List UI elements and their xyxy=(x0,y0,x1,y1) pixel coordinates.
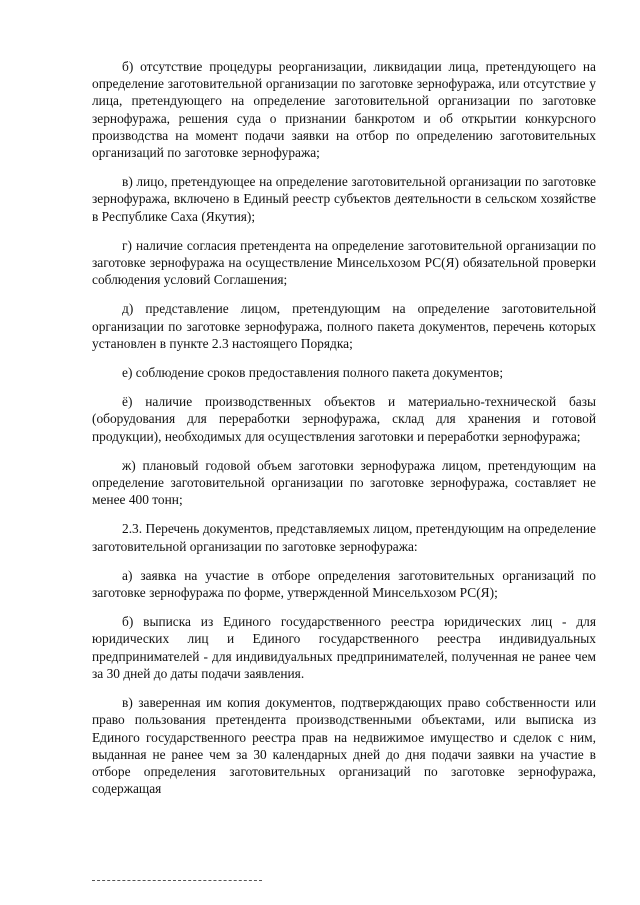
paragraph-b-registry-extract: б) выписка из Единого государственного реестра юридических лиц - для юридических лиц и Единого государственного реестра индивидуальных предпринимателей - для индивидуальных предпринимателей, полученная не ранее чем за 30 дней до даты подачи заявления. xyxy=(92,614,596,681)
paragraph-d-documents: д) представление лицом, претендующим на определение заготовительной организации по заготовке зернофуража, полного пакета документов, перечень которых установлен в пункте 2.3 настоящего Порядка; xyxy=(92,301,596,351)
paragraph-g-consent: г) наличие согласия претендента на определение заготовительной организации по заготовке зернофуража на осуществление Минсельхозом РС(Я) обязательной проверки соблюдения условий Соглашения; xyxy=(92,237,596,288)
paragraph-b-no-reorganization: б) отсутствие процедуры реорганизации, ликвидации лица, претендующего на определение заготовительной организации по заготовке зернофуража, или отсутствие у лица, претендующего на определение заготовительной организации по заготовке зернофуража, решения суда о признании банкротом и об открытии конкурсного производства на момент подачи заявки на отбор по определению заготовительных организаций по заготовке зернофуража; xyxy=(92,59,596,161)
paragraph-yo-facilities: ё) наличие производственных объектов и материально-технической базы (оборудования для переработки зернофуража, склад для хранения и готовой продукции), необходимых для осуществления заготовки и переработки зернофуража; xyxy=(92,394,596,444)
paragraph-v-property-documents: в) заверенная им копия документов, подтверждающих право собственности или право пользования претендента производственными объектами, или выписка из Единого государственного реестра прав на недвижимое имущество и сделок с ним, выданная не ранее чем за 30 календарных дней до дня подачи заявки на участие в отборе определения заготовительных организаций по заготовке зернофуража, содержащая xyxy=(92,695,596,797)
document-body xyxy=(92,58,596,809)
paragraph-e-deadlines: е) соблюдение сроков предоставления полного пакета документов; xyxy=(122,365,504,381)
paragraph-a-application: а) заявка на участие в отборе определения заготовительных организаций по заготовке зернофуража по форме, утвержденной Минсельхозом РС(Я); xyxy=(92,567,596,601)
footnote-separator-line xyxy=(92,880,262,881)
paragraph-v-registry: в) лицо, претендующее на определение заготовительной организации по заготовке зернофуража, включено в Единый реестр субъектов деятельности в сельском хозяйстве в Республике Саха (Якутия); xyxy=(92,174,596,224)
paragraph-zh-volume: ж) плановый годовой объем заготовки зернофуража лицом, претендующим на определение заготовительной организации по заготовке зернофуража, составляет не менее 400 тонн; xyxy=(92,457,596,508)
paragraph-2-3-document-list: 2.3. Перечень документов, представляемых лицом, претендующим на определение заготовительной организации по заготовке зернофуража: xyxy=(92,521,596,554)
